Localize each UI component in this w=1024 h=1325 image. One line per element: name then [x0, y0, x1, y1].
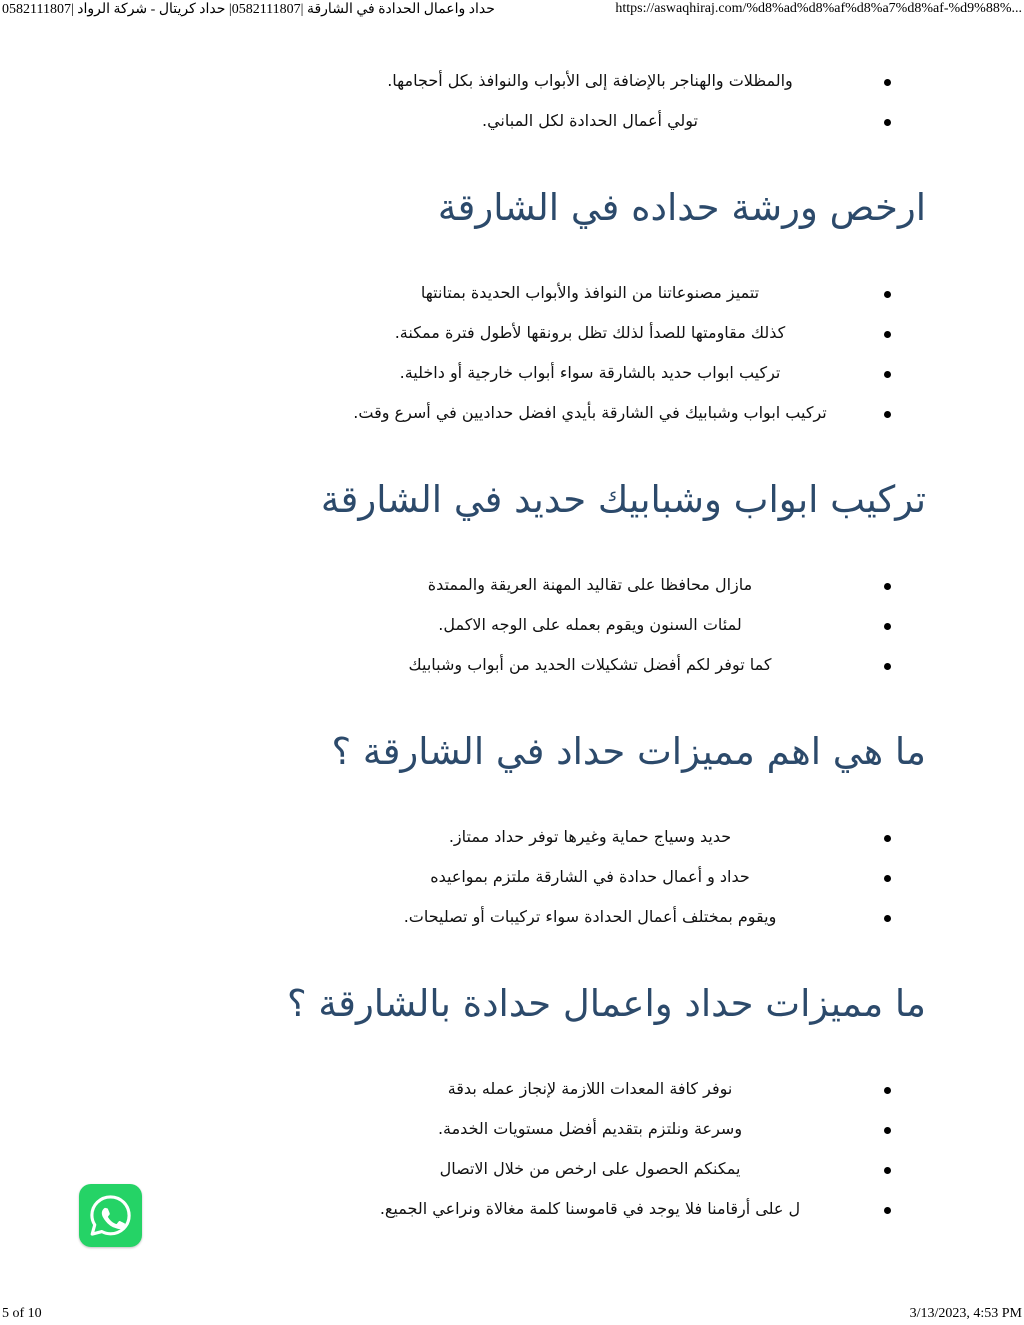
- whatsapp-icon: [87, 1192, 134, 1239]
- list-item: حديد وسياج حماية وغيرها توفر حداد ممتاز.: [0, 817, 1024, 857]
- print-header: [0, 0, 1024, 22]
- section-heading-features-sharjah: ما مميزات حداد واعمال حدادة بالشارقة ؟: [287, 982, 926, 1025]
- list-item: كما توفر لكم أفضل تشكيلات الحديد من أبواب وشبابيك: [0, 645, 1024, 685]
- list-item: تركيب ابواب حديد بالشارقة سواء أبواب خارجية أو داخلية.: [0, 353, 1024, 393]
- print-timestamp: 3/13/2023, 4:53 PM: [909, 1306, 1022, 1321]
- intro-list: [0, 61, 1024, 141]
- list-item: حداد و أعمال حدادة في الشارقة ملتزم بمواعيده: [0, 857, 1024, 897]
- list-item: وسرعة ونلتزم بتقديم أفضل مستويات الخدمة.: [0, 1109, 1024, 1149]
- list-item: والمظلات والهناجر بالإضافة إلى الأبواب والنوافذ بكل أحجامها.: [0, 61, 1024, 101]
- list-item: تتميز مصنوعاتنا من النوافذ والأبواب الحديدة بمتانتها: [0, 273, 1024, 313]
- list-item: كذلك مقاومتها للصدأ لذلك تظل برونقها لأطول فترة ممكنة.: [0, 313, 1024, 353]
- section-heading-key-features: ما هي اهم مميزات حداد في الشارقة ؟: [331, 730, 926, 773]
- workshop-list: [0, 273, 1024, 433]
- print-page-title: حداد واعمال الحدادة في الشارقة |0582111807| حداد كريتال - شركة الرواد |0582111807: [2, 2, 495, 17]
- list-item: مازال محافظا على تقاليد المهنة العريقة والممتدة: [0, 565, 1024, 605]
- list-item: ويقوم بمختلف أعمال الحدادة سواء تركيبات أو تصليحات.: [0, 897, 1024, 937]
- list-item: تولي أعمال الحدادة لكل المباني.: [0, 101, 1024, 141]
- features-sharjah-list: [0, 1069, 1024, 1229]
- key-features-list: [0, 817, 1024, 937]
- section-heading-cheapest-workshop: ارخص ورشة حداده في الشارقة: [437, 186, 926, 229]
- doors-windows-list: [0, 565, 1024, 685]
- list-item: يمكنكم الحصول على ارخص من خلال الاتصال: [0, 1149, 1024, 1189]
- list-item: تركيب ابواب وشبابيك في الشارقة بأيدي افضل حداديين في أسرع وقت.: [0, 393, 1024, 433]
- list-item: لمئات السنون ويقوم بعمله على الوجه الاكمل.: [0, 605, 1024, 645]
- whatsapp-button[interactable]: [79, 1184, 142, 1247]
- list-item: ل على أرقامنا فلا يوجد في قاموسنا كلمة مغالاة ونراعي الجميع.: [0, 1189, 1024, 1229]
- list-item: نوفر كافة المعدات اللازمة لإنجاز عمله بدقة: [0, 1069, 1024, 1109]
- page-counter: 5 of 10: [2, 1306, 42, 1321]
- print-page-url: https://aswaqhiraj.com/%d8%ad%d8%af%d8%a7%d8%af-%d9%88%...: [615, 1, 1022, 16]
- print-footer: [0, 1306, 1024, 1325]
- section-heading-doors-windows: تركيب ابواب وشبابيك حديد في الشارقة: [320, 478, 926, 521]
